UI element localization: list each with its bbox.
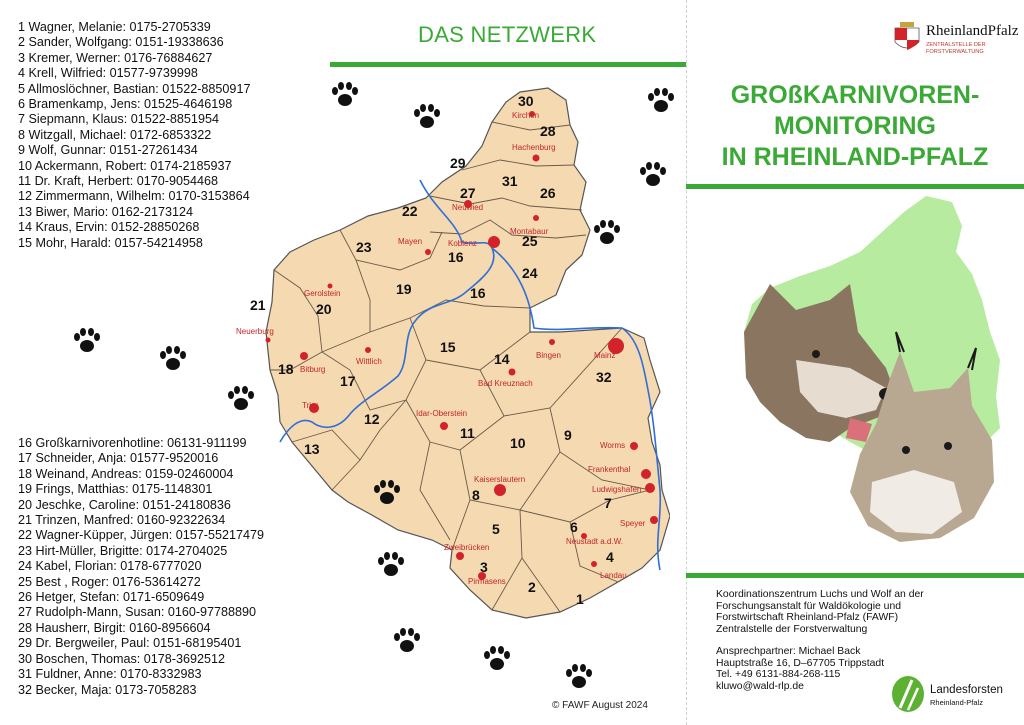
contact-address: Hauptstraße 16, D–67705 Trippstadt [716,657,885,669]
city-label: Speyer [620,519,646,528]
region-number: 13 [304,441,320,457]
wolf-lynx-illustration [700,192,1020,568]
region-number: 6 [570,519,578,535]
region-number: 7 [604,495,612,511]
contact-entry: 27 Rudolph-Mann, Susan: 0160-97788890 [18,605,257,620]
divider-line [686,573,1024,578]
region-number: 9 [564,427,572,443]
network-title: DAS NETZWERK [418,22,597,47]
main-title-line: GROßKARNIVOREN- [730,81,980,109]
region-number: 22 [402,203,418,219]
region-number: 16 [470,285,486,301]
contact-entry: 9 Wolf, Gunnar: 0151-27261434 [18,143,198,158]
contact-entry: 3 Kremer, Werner: 0176-76884627 [18,50,213,65]
contact-entry: 4 Krell, Wilfried: 01577-9739998 [18,66,198,81]
paw-print-icon [374,550,408,580]
contact-entry: 26 Hetger, Stefan: 0171-6509649 [18,590,205,605]
city-label: Ludwigshafen [592,485,642,494]
contact-entry: 8 Witzgall, Michael: 0172-6853322 [18,127,212,142]
contact-entry: 18 Weinand, Andreas: 0159-02460004 [18,466,234,481]
city-label: Hachenburg [512,143,556,152]
contact-entry: 29 Dr. Bergweiler, Paul: 0151-68195401 [18,636,242,651]
contact-entry: 31 Fuldner, Anne: 0170-8332983 [18,667,202,682]
contact-entry: 2 Sander, Wolfgang: 0151-19338636 [18,35,224,50]
paw-print-icon [590,218,624,248]
paw-print-icon [644,86,678,116]
contact-entry: 23 Hirt-Müller, Brigitte: 0174-2704025 [18,543,228,558]
city-label: Worms [600,441,626,450]
contact-entry: 17 Schneider, Anja: 01577-9520016 [18,451,219,466]
region-number: 32 [596,369,612,385]
region-number: 23 [356,239,372,255]
city-label: Pirmasens [468,577,506,586]
contact-entry: 5 Allmoslöchner, Bastian: 01522-8850917 [18,81,251,96]
region-number: 1 [576,591,584,607]
city-label: Gerolstein [304,289,341,298]
region-number: 29 [450,155,466,171]
region-number: 8 [472,487,480,503]
divider-line [686,184,1024,189]
city-label: Landau [600,571,627,580]
region-number: 5 [492,521,500,537]
paw-print-icon [70,326,104,356]
city-label: Zweibrücken [444,543,490,552]
main-title-line: IN RHEINLAND-PFALZ [721,143,989,171]
city-label: Bad Kreuznach [478,379,533,388]
contact-entry: 19 Frings, Matthias: 0175-1148301 [18,482,213,497]
city-label: Idar-Oberstein [416,409,468,418]
region-number: 24 [522,265,538,281]
contact-entry: 12 Zimmermann, Wilhelm: 0170-3153864 [18,189,250,204]
region-number: 21 [250,297,266,313]
city-label: Frankenthal [588,465,631,474]
city-label: Mayen [398,237,423,246]
paw-print-icon [390,626,424,656]
region-number: 12 [364,411,380,427]
contact-entry: 13 Biwer, Mario: 0162-2173124 [18,204,194,219]
main-title-line: MONITORING [773,112,937,140]
region-number: 30 [518,93,534,109]
contact-entry: 7 Siepmann, Klaus: 01522-8851954 [18,112,219,127]
leaf-logo-icon [890,674,926,714]
contact-entry: 6 Bramenkamp, Jens: 01525-4646198 [18,97,233,112]
city-label: Bingen [536,351,561,360]
contact-person: Ansprechpartner: Michael Back [716,646,861,657]
contact-entry: 22 Wagner-Küpper, Jürgen: 0157-55217479 [18,528,264,543]
region-number: 25 [522,233,538,249]
map-svg [230,70,670,630]
contact-entry: 20 Jeschke, Caroline: 0151-24180836 [18,497,231,512]
contact-entry: 16 Großkarnivorenhotline: 06131-911199 [18,436,247,450]
region-number: 2 [528,579,536,595]
region-number: 19 [396,281,412,297]
contact-entry: 30 Boschen, Thomas: 0178-3692512 [18,651,226,666]
main-title [700,80,1010,173]
organization-line: Forschungsanstalt für Waldökologie und [716,600,902,612]
coat-of-arms-icon [892,20,922,54]
city-label: Bitburg [300,365,326,374]
paw-print-icon [480,644,514,674]
region-number: 28 [540,123,556,139]
city-label: Koblenz [448,239,477,248]
contact-list-bottom [18,436,264,698]
rlp-logo-subtitle: ZENTRALSTELLE DER FORSTVERWALTUNG [926,42,986,55]
city-label: Neuerburg [236,327,274,336]
landesforsten-logo-name: Landesforsten [930,684,1003,696]
contact-entry: 11 Dr. Kraft, Herbert: 0170-9054468 [18,174,218,189]
region-number: 27 [460,185,476,201]
landesforsten-logo-subtitle: Rheinland-Pfalz [930,698,983,707]
region-number: 10 [510,435,526,451]
city-label: Kaiserslautern [474,475,526,484]
copyright-note: © FAWF August 2024 [552,700,648,711]
contact-info [716,646,884,692]
contact-entry: 32 Becker, Maja: 0173-7058283 [18,682,197,697]
city-label: Wittlich [356,357,382,366]
region-number: 31 [502,173,518,189]
city-label: Neuwied [452,203,484,212]
organization-line: Zentralstelle der Forstverwaltung [716,623,868,635]
contact-list-top [18,20,250,251]
landesforsten-logo [890,672,1020,716]
contact-entry: 28 Hausherr, Birgit: 0160-8956604 [18,620,211,635]
contact-entry: 24 Kabel, Florian: 0178-6777020 [18,559,202,574]
region-number: 14 [494,351,510,367]
city-label: Kirchen [512,111,540,120]
paw-print-icon [370,478,404,508]
contact-phone: Tel. +49 6131-884-268-115 [716,669,841,680]
contact-entry: 10 Ackermann, Robert: 0174-2185937 [18,158,232,173]
paw-print-icon [636,160,670,190]
rlp-logo [890,20,1020,60]
city-label: Neustadt a.d.W. [566,537,623,546]
region-number: 4 [606,549,614,565]
rlp-logo-name: RheinlandPfalz [926,23,1019,39]
contact-email: kluwo@wald-rlp.de [716,680,804,692]
region-number: 15 [440,339,456,355]
paw-print-icon [562,662,596,692]
contact-entry: 1 Wagner, Melanie: 0175-2705339 [18,20,211,34]
region-number: 26 [540,185,556,201]
district-map [230,70,670,630]
region-number: 16 [448,249,464,265]
paw-print-icon [410,102,444,132]
city-label: Montabaur [510,227,549,236]
region-number: 17 [340,373,356,389]
title-underline [330,62,686,67]
organization-line: Koordinationszentrum Luchs und Wolf an der [716,589,924,600]
organization-line: Forstwirtschaft Rheinland-Pfalz (FAWF) [716,612,899,623]
paw-print-icon [156,344,190,374]
contact-entry: 14 Kraus, Ervin: 0152-28850268 [18,220,200,235]
paw-print-icon [224,384,258,414]
organization-info [716,589,924,635]
city-label: Trier [302,401,319,410]
region-number: 11 [460,425,475,441]
region-number: 18 [278,361,294,377]
region-number: 3 [480,559,488,575]
contact-entry: 21 Trinzen, Manfred: 0160-92322634 [18,513,226,528]
contact-entry: 15 Mohr, Harald: 0157-54214958 [18,235,203,250]
region-number: 20 [316,301,332,317]
contact-entry: 25 Best , Roger: 0176-53614272 [18,574,201,589]
city-label: Mainz [594,351,616,360]
paw-print-icon [328,80,362,110]
